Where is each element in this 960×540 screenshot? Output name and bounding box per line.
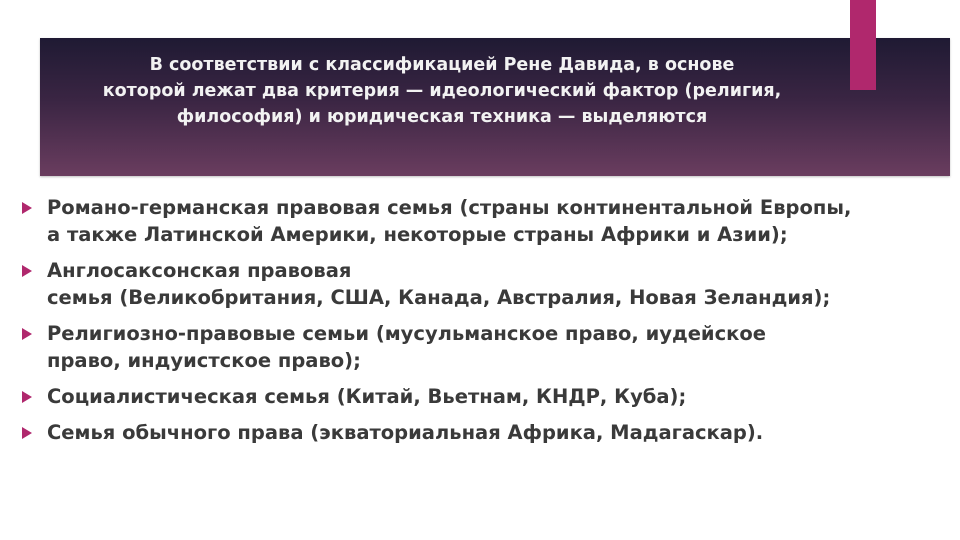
list-item [20, 194, 940, 248]
list-item [20, 383, 940, 410]
triangle-right-icon [22, 202, 32, 214]
list-item [20, 419, 940, 446]
slide-title: В соответствии с классификацией Рене Давида, в основе которой лежат два критерия — идеологический фактор (религия, философия) и юридическая техника — выделяются [102, 55, 782, 127]
bullet-list [20, 194, 940, 455]
bullet-text: Семья обычного права (экваториальная Африка, Мадагаскар). [47, 421, 764, 444]
triangle-right-icon [22, 328, 32, 340]
triangle-right-icon [22, 427, 32, 439]
triangle-right-icon [22, 391, 32, 403]
list-item [20, 320, 940, 374]
triangle-right-icon [22, 265, 32, 277]
bullet-text: Религиозно-правовые семьи (мусульманское право, иудейское право, индуистское право); [47, 322, 766, 372]
accent-tab [850, 0, 876, 90]
list-item [20, 257, 940, 311]
bullet-text: Англосаксонская правовая семья (Великобритания, США, Канада, Австралия, Новая Зеландия); [47, 259, 831, 309]
bullet-text: Социалистическая семья (Китай, Вьетнам, КНДР, Куба); [47, 385, 687, 408]
bullet-text: Романо-германская правовая семья (страны континентальной Европы, а также Латинской Америки, некоторые страны Африки и Азии); [47, 196, 852, 246]
